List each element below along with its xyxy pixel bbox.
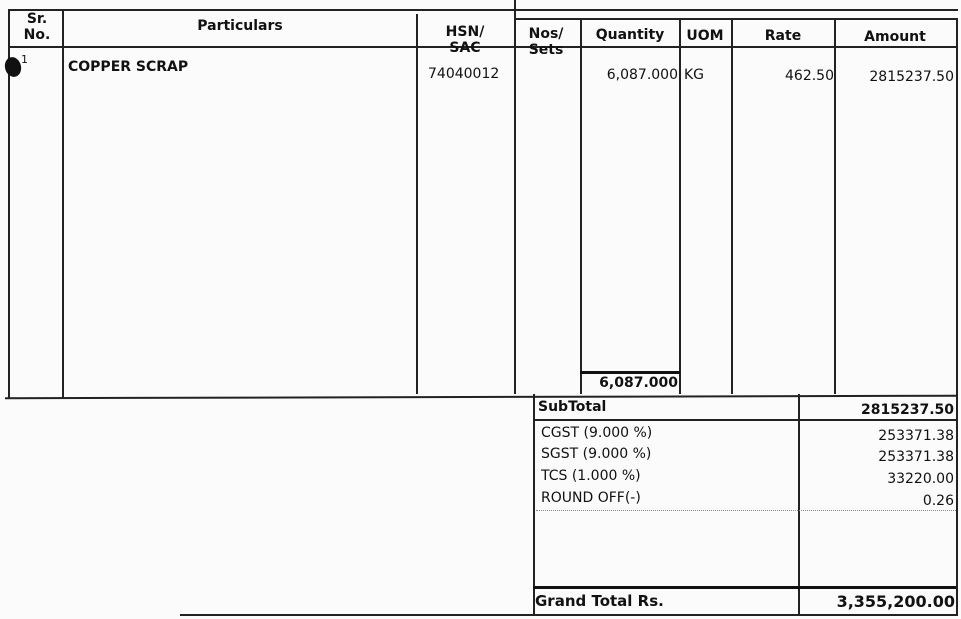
- row-amount: 2815237.50: [869, 69, 954, 85]
- subtotal-bottom-border: [533, 419, 956, 421]
- roundoff-value: 0.26: [922, 493, 954, 509]
- col-line-uom: [731, 18, 733, 394]
- header-quantity: Quantity: [595, 27, 665, 43]
- grand-total-top-rule: [533, 586, 956, 589]
- grand-total-value: 3,355,200.00: [836, 592, 955, 611]
- header-hsn-line1: HSN/: [445, 24, 485, 40]
- cgst-value: 253371.38: [878, 428, 954, 444]
- col-line-particulars: [416, 14, 418, 394]
- row-hsn-sac: 74040012: [428, 66, 500, 82]
- cgst-label: CGST (9.000 %): [541, 425, 653, 441]
- tcs-label: TCS (1.000 %): [541, 468, 641, 484]
- tcs-value: 33220.00: [887, 471, 954, 487]
- header-hsn-line2: SAC: [449, 40, 481, 56]
- header-sr-no: [14, 11, 60, 43]
- subtotal-label: SubTotal: [538, 399, 607, 415]
- header-nos-line1: Nos/: [528, 26, 564, 42]
- row-rate: 462.50: [785, 68, 834, 84]
- row-particulars: COPPER SCRAP: [68, 59, 189, 75]
- row-quantity: 6,087.000: [606, 67, 678, 83]
- header-hsn-sac: [420, 24, 510, 56]
- row-uom: KG: [684, 67, 705, 83]
- header-particulars: Particulars: [197, 18, 283, 34]
- subtotal-value: 2815237.50: [861, 402, 954, 418]
- col-line-sr: [62, 9, 64, 399]
- header-nos-line2: Sets: [528, 42, 564, 58]
- header-nos-sets: [516, 26, 576, 58]
- items-bottom-border: [5, 395, 956, 399]
- table-top-border: [8, 9, 958, 11]
- col-line-hsn: [514, 0, 516, 394]
- header-sr-line2: No.: [23, 27, 51, 43]
- col-line-qty: [679, 18, 681, 394]
- quantity-total-rule: [580, 371, 680, 374]
- row-sr-no: 1: [21, 53, 28, 66]
- header-uom: UOM: [686, 28, 724, 44]
- col-line-right: [956, 18, 958, 616]
- sgst-label: SGST (9.000 %): [541, 446, 652, 462]
- grand-total-label: Grand Total Rs.: [535, 592, 664, 610]
- sgst-value: 253371.38: [878, 449, 954, 465]
- quantity-total: 6,087.000: [599, 375, 678, 391]
- header-amount: Amount: [864, 29, 926, 45]
- header-rate: Rate: [764, 28, 802, 44]
- summary-bottom-border: [180, 614, 956, 616]
- header-sr-line1: Sr.: [26, 11, 48, 27]
- dotted-separator: [536, 510, 956, 511]
- summary-left-border: [533, 394, 535, 614]
- roundoff-label: ROUND OFF(-): [541, 490, 641, 506]
